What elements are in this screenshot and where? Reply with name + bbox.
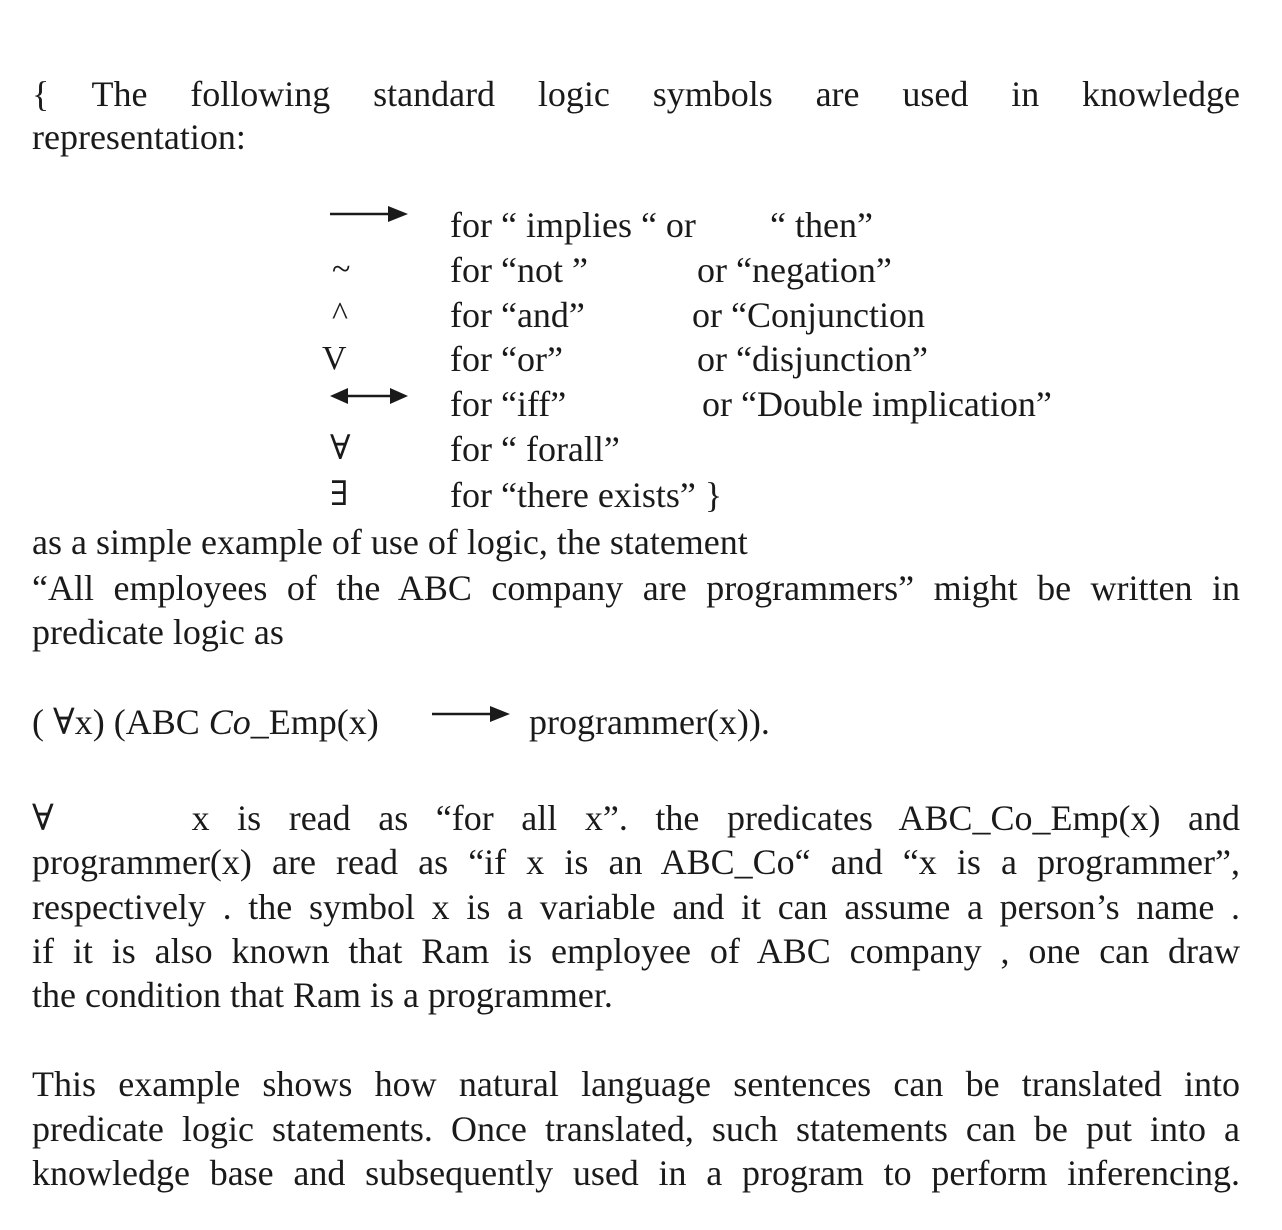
symbol-meaning-not: for “not ” [450,250,588,290]
example-line-2: “All employees of the ABC company are programmers” might be written in [32,568,1240,608]
symbol-meaning-implies: for “ implies “ or [450,205,696,245]
intro-line-2: representation: [32,117,246,157]
exists-icon: ∃ [330,476,349,513]
symbol-alt-iff: or “Double implication” [702,384,1052,424]
formula-part-2: _Emp(x) [250,702,379,742]
formula-right-arrow-icon [432,704,512,724]
explanation-line-3: respectively . the symbol x is a variable and it can assume a person’s name . [32,887,1240,927]
symbol-meaning-exists: for “there exists” } [450,475,723,515]
symbol-alt-not: or “negation” [697,250,892,290]
forall-icon: ∀ [330,430,351,467]
double-arrow-icon [330,386,410,406]
formula [32,700,379,744]
formula-part-1: ( ∀x) (ABC [32,702,209,742]
symbol-meaning-or: for “or” [450,339,563,379]
symbol-meaning-and: for “and” [450,295,585,335]
example-line-1: as a simple example of use of logic, the statement [32,522,748,562]
explanation-line-5: the condition that Ram is a programmer. [32,975,613,1015]
conclusion-line-1: This example shows how natural language sentences can be translated into [32,1064,1240,1104]
tilde-icon: ~ [332,251,351,288]
symbol-alt-and: or “Conjunction [692,295,925,335]
example-line-3: predicate logic as [32,612,284,652]
symbol-meaning-iff: for “iff” [450,384,567,424]
formula-part-3: programmer(x)). [529,702,770,742]
symbol-alt-implies: “ then” [770,205,873,245]
right-arrow-icon [330,204,410,224]
symbol-alt-or: or “disjunction” [697,339,928,379]
explanation-line-1: ∀ x is read as “for all x”. the predicates ABC_Co_Emp(x) and [32,798,1240,838]
v-icon: V [322,340,347,377]
caret-icon: ^ [332,296,348,333]
intro-line-1: { The following standard logic symbols are used in knowledge [32,74,1240,114]
symbol-meaning-forall: for “ forall” [450,429,620,469]
explanation-line-2: programmer(x) are read as “if x is an ABC_Co“ and “x is a programmer”, [32,842,1240,882]
conclusion-line-2: predicate logic statements. Once translated, such statements can be put into a [32,1109,1240,1149]
explanation-line-4: if it is also known that Ram is employee of ABC company , one can draw [32,931,1240,971]
conclusion-line-3: knowledge base and subsequently used in a program to perform inferencing. [32,1153,1240,1193]
formula-part-italic: Co [208,702,251,742]
